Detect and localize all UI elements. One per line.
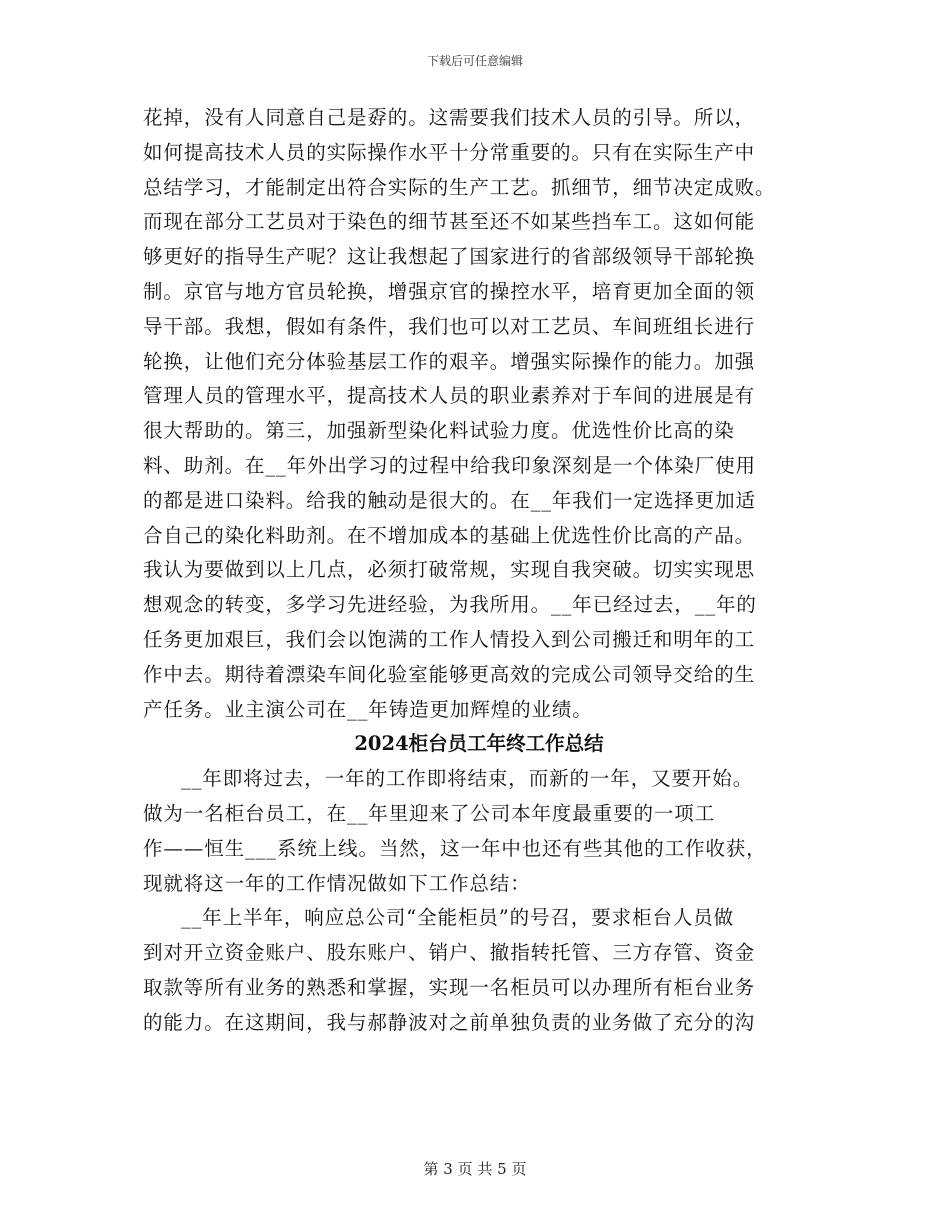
page-footer: 第 3 页 共 5 页 [423,1160,527,1178]
body-line: 作——恒生___系统上线。当然，这一年中也还有些其他的工作收获， [143,836,767,860]
body-line: 很大帮助的。第三，加强新型染化料试验力度。优选性价比高的染 [143,419,735,443]
page-header: 下载后可任意编辑 [426,54,523,68]
body-line: 合自己的染化料助剂。在不增加成本的基础上优选性价比高的产品。 [143,523,756,547]
body-line: 如何提高技术人员的实际操作水平十分常重要的。只有在实际生产中 [143,140,756,164]
body-line: 的都是进口染料。给我的触动是很大的。在__年我们一定选择更加适 [143,488,756,512]
body-line: 够更好的指导生产呢？这让我想起了国家进行的省部级领导干部轮换 [143,245,756,269]
body-line: __年上半年，响应总公司“全能柜员”的号召，要求柜台人员做 [181,906,735,930]
body-line: 管理人员的管理水平，提高技术人员的职业素养对于车间的进展是有 [143,384,756,408]
body-line: 任务更加艰巨，我们会以饱满的工作人情投入到公司搬迁和明年的工 [143,627,756,651]
body-line: 产任务。业主演公司在__年铸造更加辉煌的业绩。 [143,697,593,721]
body-line: 取款等所有业务的熟悉和掌握，实现一名柜员可以办理所有柜台业务 [143,975,756,999]
body-line: 总结学习，才能制定出符合实际的生产工艺。抓细节，细节决定成败。 [143,175,776,199]
body-line: 花掉，没有人同意自己是孬的。这需要我们技术人员的引导。所以， [143,106,756,129]
document-body [143,101,815,1041]
body-line: 的能力。在这期间，我与郝静波对之前单独负责的业务做了充分的沟 [143,1010,756,1034]
body-line: 作中去。期待着漂染车间化验室能够更高效的完成公司领导交给的生 [143,662,756,686]
body-line: 轮换，让他们充分体验基层工作的艰辛。增强实际操作的能力。加强 [143,349,756,373]
body-line: 料、助剂。在__年外出学习的过程中给我印象深刻是一个体染厂使用 [143,453,756,477]
body-line: 而现在部分工艺员对于染色的细节甚至还不如某些挡车工。这如何能 [143,210,756,234]
body-line: __年即将过去，一年的工作即将结束，而新的一年，又要开始。 [181,767,754,791]
body-line: 到对开立资金账户、股东账户、销户、撤指转托管、三方存管、资金 [143,941,756,965]
body-line: 制。京官与地方官员轮换，增强京官的操控水平，培育更加全面的领 [143,279,756,303]
body-line: 我认为要做到以上几点，必须打破常规，实现自我突破。切实实现思 [143,558,756,582]
body-line: 导干部。我想，假如有条件，我们也可以对工艺员、车间班组长进行 [143,314,756,338]
body-line: 想观念的转变，多学习先进经验，为我所用。__年已经过去，__年的 [143,593,757,617]
body-line: 做为一名柜台员工，在__年里迎来了公司本年度最重要的一项工 [143,801,716,825]
section-title: 2024柜台员工年终工作总结 [354,732,604,756]
body-line: 现就将这一年的工作情况做如下工作总结： [143,871,531,895]
